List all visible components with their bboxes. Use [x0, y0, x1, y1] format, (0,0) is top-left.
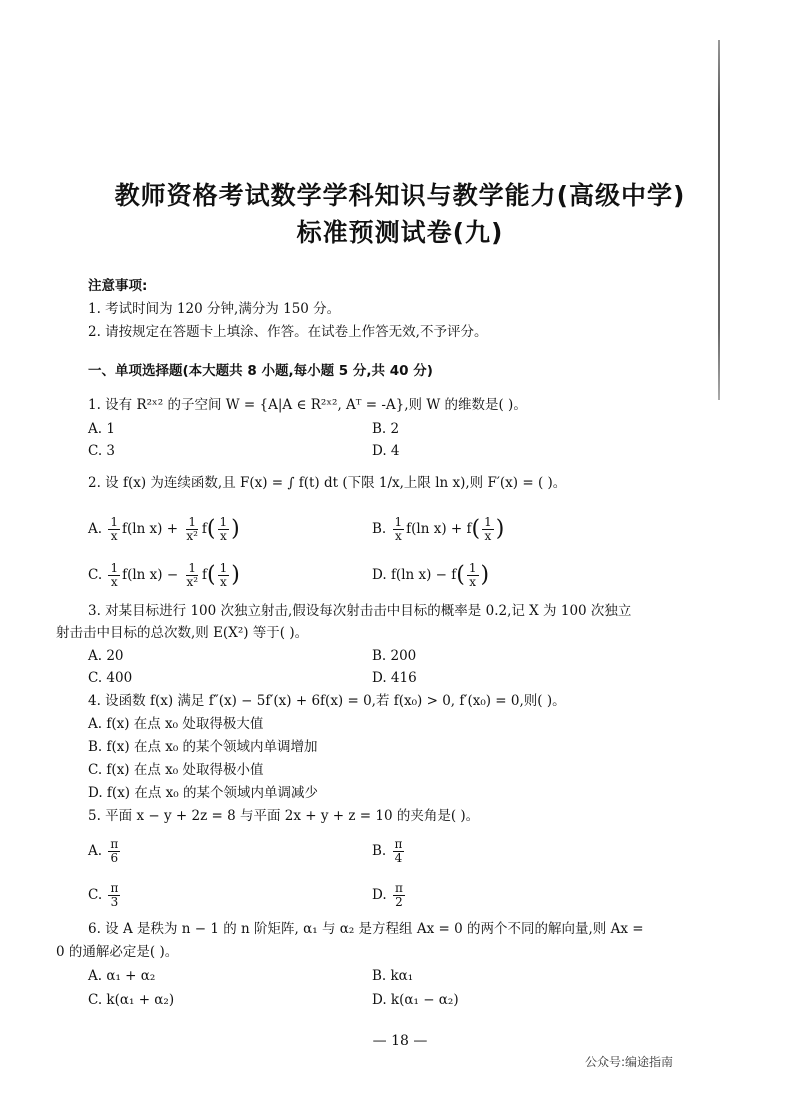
q2-option-d: D. f(ln x) − f( $\frac{1}{x}$ ) [372, 561, 490, 589]
q3-option-a: A. 20 [88, 648, 124, 664]
q6-stem-line2: 0 的通解必定是( )。 [56, 944, 179, 960]
q5-option-b: B. $\frac{\pi}{4}$ [372, 837, 403, 865]
q4-option-d: D. f(x) 在点 x₀ 的某个领域内单调减少 [88, 785, 318, 801]
q6-option-a: A. α₁ + α₂ [88, 968, 156, 984]
q4-option-b: B. f(x) 在点 x₀ 的某个领域内单调增加 [88, 739, 318, 755]
q5-stem: 5. 平面 x − y + 2z = 8 与平面 2x + y + z = 10 的夹角是( )。 [88, 808, 480, 824]
q5-option-c: C. $\frac{\pi}{3}$ [88, 881, 119, 909]
q4-option-a: A. f(x) 在点 x₀ 处取得极大值 [88, 716, 264, 732]
q3-option-c: C. 400 [88, 670, 133, 686]
notice-heading: 注意事项: [88, 278, 148, 294]
q1-option-d: D. 4 [372, 443, 400, 459]
notice-item-1: 1. 考试时间为 120 分钟,满分为 150 分。 [88, 301, 341, 317]
q6-stem-line1: 6. 设 A 是秩为 n − 1 的 n 阶矩阵, α₁ 与 α₂ 是方程组 Ax = 0 的两个不同的解向量,则 Ax = [88, 921, 644, 937]
q3-stem-line2: 射击击中目标的总次数,则 E(X²) 等于( )。 [56, 625, 309, 641]
q4-option-c: C. f(x) 在点 x₀ 处取得极小值 [88, 762, 264, 778]
q2-stem: 2. 设 f(x) 为连续函数,且 F(x) = ∫ f(t) dt (下限 1/x,上限 ln x),则 F′(x) = ( )。 [88, 475, 567, 491]
q1-option-a: A. 1 [88, 421, 115, 437]
q3-option-d: D. 416 [372, 670, 417, 686]
exam-title-line2: 标准预测试卷(九) [296, 218, 504, 247]
q5-option-a: A. $\frac{\pi}{6}$ [88, 837, 119, 865]
q6-option-c: C. k(α₁ + α₂) [88, 992, 175, 1008]
section-heading: 一、单项选择题(本大题共 8 小题,每小题 5 分,共 40 分) [88, 363, 433, 379]
page-number: — 18 — [372, 1033, 428, 1049]
q4-stem: 4. 设函数 f(x) 满足 f″(x) − 5f′(x) + 6f(x) = 0,若 f(x₀) > 0, f′(x₀) = 0,则( )。 [88, 693, 566, 709]
q5-option-d: D. $\frac{\pi}{2}$ [372, 881, 403, 909]
q2-option-b: B. $\frac{1}{x}$ f(ln x) + f( $\frac{1}{x}$ ) [372, 515, 505, 543]
notice-item-2: 2. 请按规定在答题卡上填涂、作答。在试卷上作答无效,不予评分。 [88, 324, 488, 340]
q1-stem: 1. 设有 R²ˣ² 的子空间 W = {A|A ∈ R²ˣ², Aᵀ = -A},则 W 的维数是( )。 [88, 397, 527, 413]
q3-option-b: B. 200 [372, 648, 417, 664]
watermark-text: 公众号:编途指南 [585, 1055, 674, 1069]
q6-option-d: D. k(α₁ − α₂) [372, 992, 459, 1008]
q3-stem-line1: 3. 对某目标进行 100 次独立射击,假设每次射击击中目标的概率是 0.2,记 X 为 100 次独立 [88, 603, 632, 619]
q1-option-b: B. 2 [372, 421, 400, 437]
q1-option-c: C. 3 [88, 443, 116, 459]
q2-option-a: A. $\frac{1}{x}$ f(ln x) + $\frac{1}{\text{x²}}$ f( $\frac{1}{x}$ ) [88, 515, 240, 543]
q2-option-c: C. $\frac{1}{x}$ f(ln x) − $\frac{1}{\text{x²}}$ f( $\frac{1}{x}$ ) [88, 561, 240, 589]
q6-option-b: B. kα₁ [372, 968, 414, 984]
exam-title-line1: 教师资格考试数学学科知识与教学能力(高级中学) [114, 181, 686, 210]
